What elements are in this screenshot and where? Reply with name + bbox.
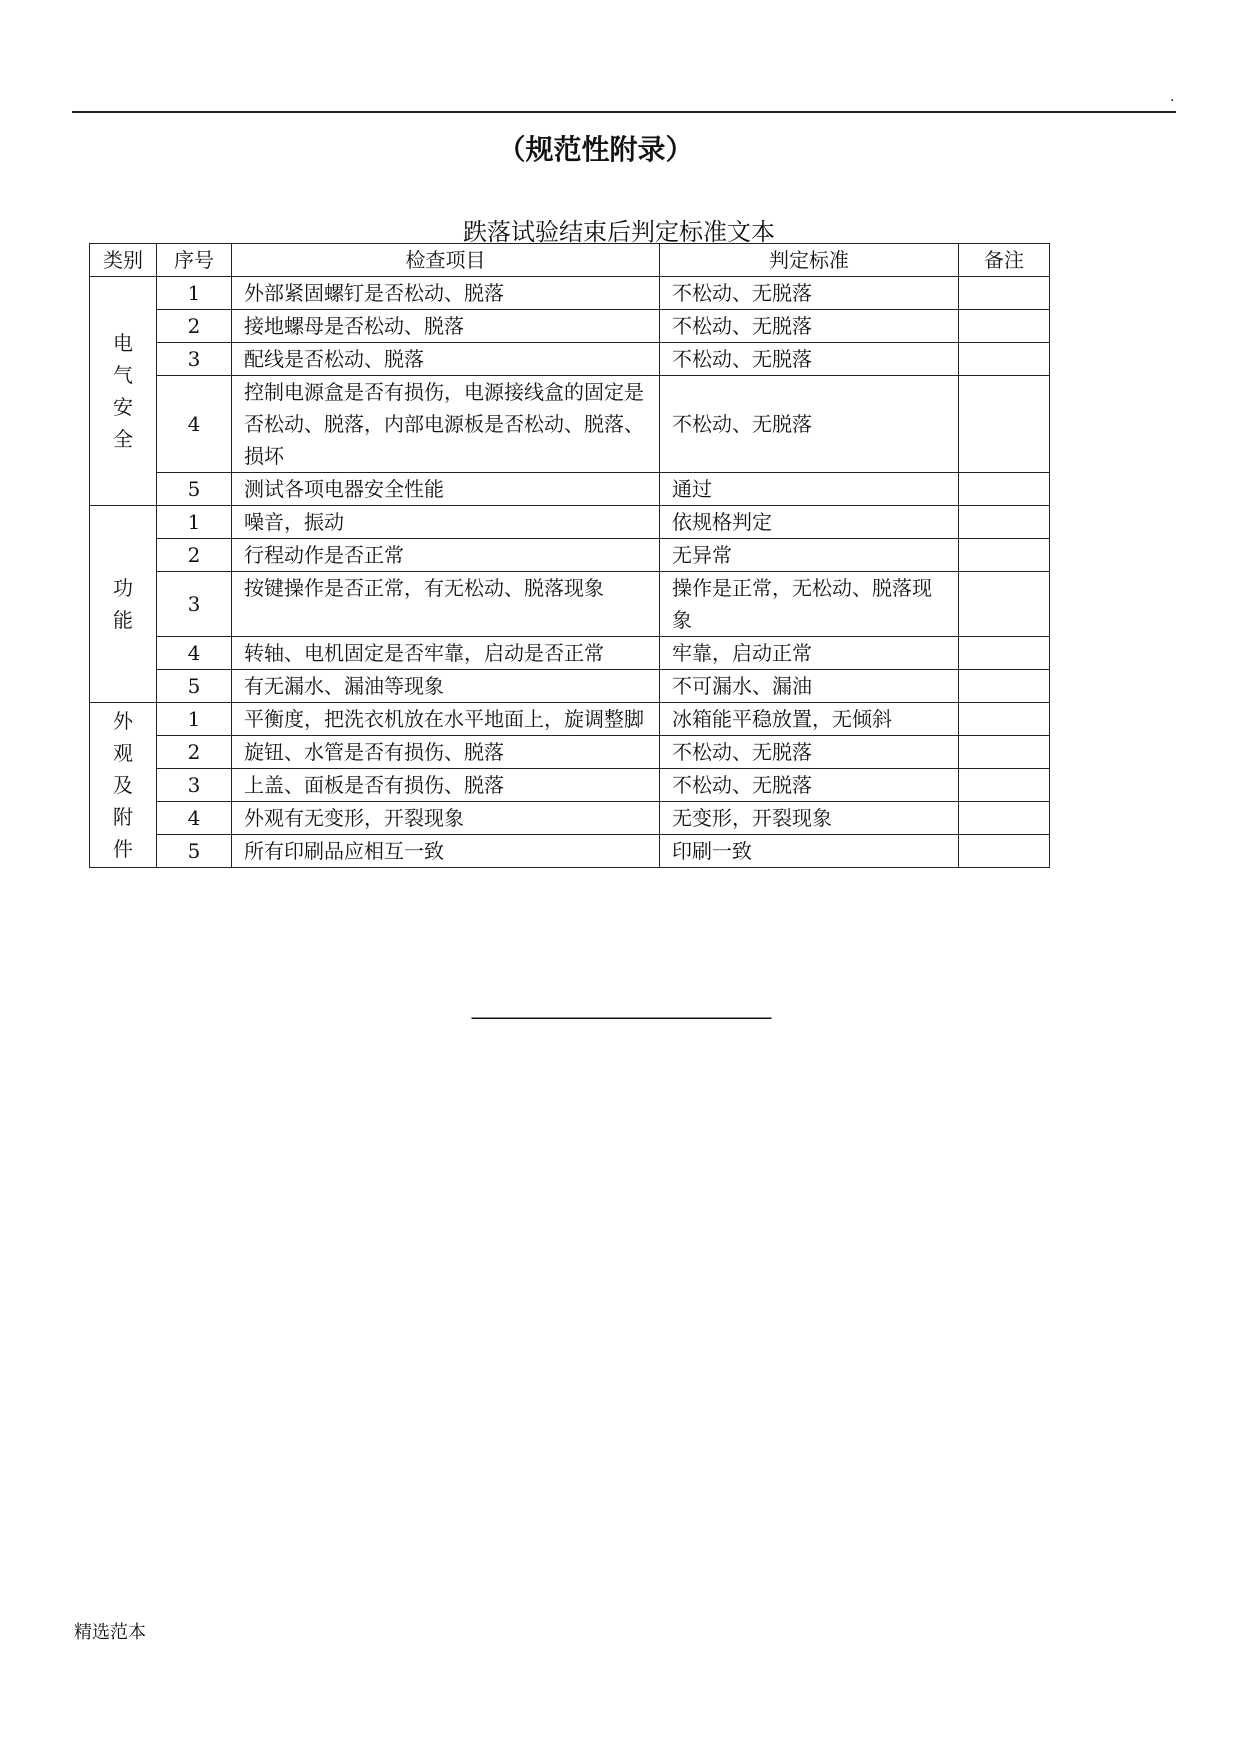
row-standard: 印刷一致	[660, 835, 959, 868]
inspection-criteria-table	[89, 243, 1050, 868]
header-item: 检查项目	[232, 244, 660, 277]
header-rule	[72, 111, 1176, 113]
row-remark	[959, 310, 1050, 343]
header-number: 序号	[157, 244, 232, 277]
end-of-document-line: ———————————————	[470, 1005, 771, 1030]
table-header-row	[90, 244, 1050, 277]
category-cell	[90, 703, 157, 868]
row-number: 4	[157, 637, 232, 670]
row-standard: 不松动、无脱落	[660, 376, 959, 473]
row-remark	[959, 539, 1050, 572]
row-number: 1	[157, 277, 232, 310]
table-row	[90, 506, 1050, 539]
row-standard: 不松动、无脱落	[660, 769, 959, 802]
row-number: 1	[157, 506, 232, 539]
row-number: 2	[157, 539, 232, 572]
appendix-title-text: （规范性附录）	[497, 133, 694, 166]
row-remark	[959, 637, 1050, 670]
row-item: 上盖、面板是否有损伤、脱落	[232, 769, 660, 802]
header-remark: 备注	[959, 244, 1050, 277]
table-row	[90, 703, 1050, 736]
row-number: 3	[157, 572, 232, 637]
page-top-mark: .	[1170, 89, 1175, 105]
row-number: 5	[157, 670, 232, 703]
table-row	[90, 802, 1050, 835]
category-label: 外观及附件	[113, 709, 133, 861]
table-row	[90, 835, 1050, 868]
category-label: 电气安全	[113, 331, 133, 451]
row-remark	[959, 506, 1050, 539]
row-standard: 依规格判定	[660, 506, 959, 539]
row-item: 配线是否松动、脱落	[232, 343, 660, 376]
table-row	[90, 277, 1050, 310]
row-standard: 冰箱能平稳放置，无倾斜	[660, 703, 959, 736]
table-row	[90, 310, 1050, 343]
row-number: 2	[157, 736, 232, 769]
row-number: 5	[157, 473, 232, 506]
row-item: 平衡度，把洗衣机放在水平地面上，旋调整脚	[232, 703, 660, 736]
row-item: 控制电源盒是否有损伤，电源接线盒的固定是否松动、脱落，内部电源板是否松动、脱落、损坏	[232, 376, 660, 473]
row-item: 接地螺母是否松动、脱落	[232, 310, 660, 343]
table-title: 跌落试验结束后判定标准文本	[463, 218, 775, 246]
table-row	[90, 670, 1050, 703]
table-row	[90, 473, 1050, 506]
row-item: 旋钮、水管是否有损伤、脱落	[232, 736, 660, 769]
row-item: 外部紧固螺钉是否松动、脱落	[232, 277, 660, 310]
row-item: 所有印刷品应相互一致	[232, 835, 660, 868]
row-standard: 无变形，开裂现象	[660, 802, 959, 835]
row-standard: 不松动、无脱落	[660, 736, 959, 769]
table-row	[90, 736, 1050, 769]
row-number: 5	[157, 835, 232, 868]
row-item: 外观有无变形，开裂现象	[232, 802, 660, 835]
row-standard: 无异常	[660, 539, 959, 572]
row-standard: 不松动、无脱落	[660, 277, 959, 310]
row-item: 转轴、电机固定是否牢靠，启动是否正常	[232, 637, 660, 670]
row-remark	[959, 736, 1050, 769]
category-cell	[90, 506, 157, 703]
row-remark	[959, 703, 1050, 736]
row-item: 噪音，振动	[232, 506, 660, 539]
table-row	[90, 769, 1050, 802]
row-remark	[959, 835, 1050, 868]
category-cell	[90, 277, 157, 506]
row-number: 2	[157, 310, 232, 343]
category-label: 功能	[113, 576, 133, 632]
row-number: 4	[157, 802, 232, 835]
table-row	[90, 343, 1050, 376]
row-number: 3	[157, 769, 232, 802]
row-standard: 通过	[660, 473, 959, 506]
header-category: 类别	[90, 244, 157, 277]
row-standard: 牢靠，启动正常	[660, 637, 959, 670]
appendix-title	[0, 128, 1241, 168]
row-item: 测试各项电器安全性能	[232, 473, 660, 506]
row-remark	[959, 343, 1050, 376]
row-remark	[959, 769, 1050, 802]
table-row	[90, 572, 1050, 637]
row-item: 行程动作是否正常	[232, 539, 660, 572]
row-number: 3	[157, 343, 232, 376]
header-standard: 判定标准	[660, 244, 959, 277]
row-remark	[959, 670, 1050, 703]
row-number: 4	[157, 376, 232, 473]
table-row	[90, 637, 1050, 670]
row-item: 按键操作是否正常，有无松动、脱落现象	[232, 572, 660, 637]
row-standard: 不松动、无脱落	[660, 310, 959, 343]
row-standard: 不松动、无脱落	[660, 343, 959, 376]
row-standard: 不可漏水、漏油	[660, 670, 959, 703]
table-row	[90, 539, 1050, 572]
row-number: 1	[157, 703, 232, 736]
footer-label: 精选范本	[74, 1622, 146, 1643]
row-remark	[959, 572, 1050, 637]
row-remark	[959, 277, 1050, 310]
table-row	[90, 376, 1050, 473]
row-remark	[959, 802, 1050, 835]
row-item: 有无漏水、漏油等现象	[232, 670, 660, 703]
row-standard: 操作是正常，无松动、脱落现象	[660, 572, 959, 637]
row-remark	[959, 376, 1050, 473]
row-remark	[959, 473, 1050, 506]
